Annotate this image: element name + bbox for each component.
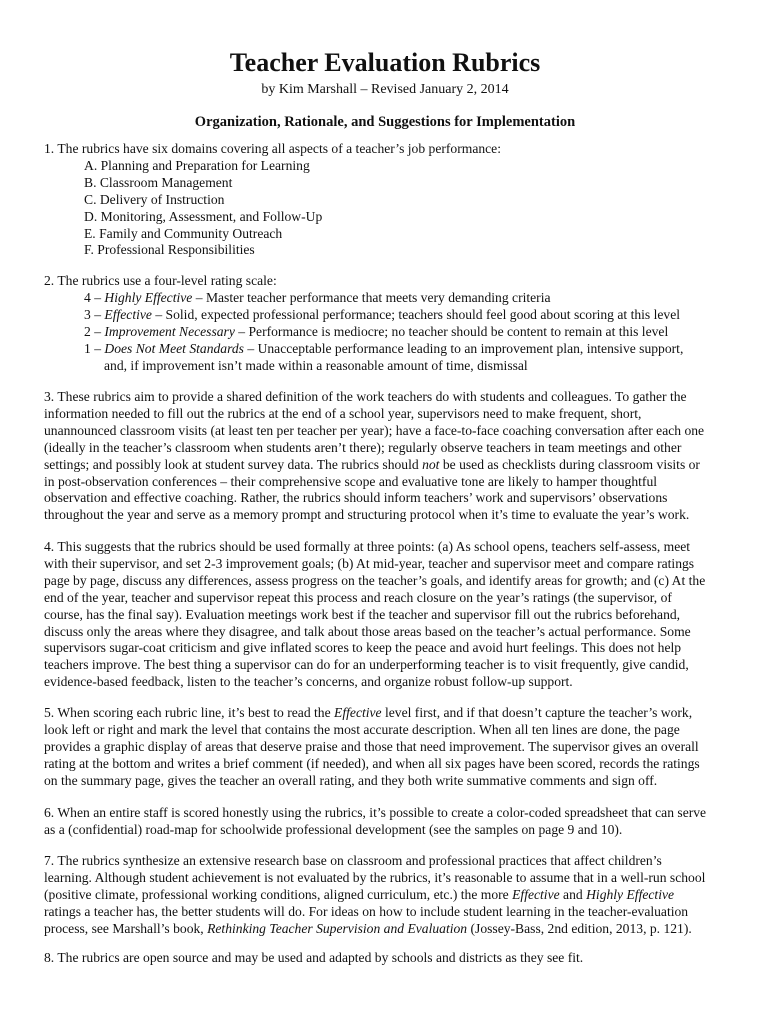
paragraph-line: settings; and possibly look at student survey data. The rubrics should not be used as checklists during classroom visits or	[44, 456, 700, 472]
paragraph-3	[44, 389, 724, 524]
paragraph-line: ratings a teacher has, the better students will do. For ideas on how to include student learning in the teacher-evaluation	[44, 903, 689, 919]
paragraph-line: 7. The rubrics synthesize an extensive research base on classroom and professional practices that affect children’s	[44, 853, 662, 868]
paragraph-line: with their supervisor, and set 2-3 improvement goals; (b) At mid-year, teacher and supervisor meet and compare ratings	[44, 555, 695, 571]
paragraph-1	[44, 141, 724, 259]
paragraph-line: rating at the bottom and writes a brief comment (if needed), and when all six pages have been scored, records the ratings	[44, 755, 700, 771]
paragraph-line: 8. The rubrics are open source and may be used and adapted by schools and districts as they see fit.	[44, 950, 584, 965]
paragraph-line: in post-observation conferences – their comprehensive scope and evaluative tone are likely to hamper thoughtful	[44, 473, 658, 489]
paragraph-line: discuss only the areas where they disagree, and talk about those areas based on the teacher’s actual performance. Some	[44, 623, 691, 639]
paragraph-8	[44, 950, 724, 967]
paragraph-line: process, see Marshall’s book, Rethinking Teacher Supervision and Evaluation (Jossey-Bass, 2nd edition, 2013, p. 121).	[44, 920, 692, 936]
domain-item: F. Professional Responsibilities	[84, 242, 255, 258]
paragraph-6	[44, 805, 724, 839]
section-heading: Organization, Rationale, and Suggestions for Implementation	[194, 114, 576, 130]
paragraph-line: information needed to fill out the rubrics at the end of a school year, supervisors need to make frequent, short,	[44, 405, 642, 421]
rating-level-continuation: and, if improvement isn’t made within a reasonable amount of time, dismissal	[104, 357, 528, 373]
paragraph-line: look left or right and mark the level that contains the most accurate description. When all ten lines are done, the page	[44, 721, 680, 737]
paragraph-5	[44, 705, 724, 790]
paragraph-line: end of the year, teacher and supervisor repeat this process and reach closure on the year’s ratings (the supervisor, of	[44, 589, 672, 605]
paragraph-line: teachers improve. The best thing a supervisor can do for an underperforming teacher is to visit frequently, give candid,	[44, 657, 689, 673]
paragraph-line: throughout the year and serve as a memory prompt and structuring protocol when it’s time to evaluate the year’s work.	[44, 507, 690, 523]
rating-level-item: 2 – Improvement Necessary – Performance is mediocre; no teacher should be content to remain at this level	[84, 323, 669, 339]
paragraph-line: 5. When scoring each rubric line, it’s best to read the Effective level first, and if that doesn’t capture the teacher’s work,	[44, 705, 693, 720]
paragraph-line: evidence-based feedback, listen to the teacher’s concerns, and organize robust follow-up support.	[44, 674, 573, 690]
rating-level-item: 4 – Highly Effective – Master teacher performance that meets very demanding criteria	[84, 289, 551, 305]
paragraph-line: as a (confidential) road-map for schoolwide professional development (see the samples on page 9 and 10).	[44, 821, 623, 837]
paragraph-7	[44, 853, 724, 938]
paragraph-2	[44, 273, 724, 374]
paragraph-line: (positive climate, professional working conditions, aligned curriculum, etc.) the more Effective and Highly Effective	[44, 886, 675, 902]
paragraph-line: (ideally in the teacher’s classroom when students aren’t there); regularly observe teachers in team meetings and other	[44, 439, 682, 455]
paragraph-line: observation and effective coaching. Rather, the rubrics should inform teachers’ work and supervisors’ observations	[44, 490, 668, 506]
paragraph-line: 3. These rubrics aim to provide a shared definition of the work teachers do with students and colleagues. To gather the	[44, 389, 687, 404]
document-title: Teacher Evaluation Rubrics	[229, 48, 541, 77]
domain-item: C. Delivery of Instruction	[84, 191, 225, 207]
paragraph-line: provides a graphic display of areas that deserve praise and those that need improvement. The supervisor gives an overall	[44, 738, 699, 754]
domain-item: E. Family and Community Outreach	[84, 225, 283, 241]
domain-item: D. Monitoring, Assessment, and Follow-Up	[84, 208, 323, 224]
byline: by Kim Marshall – Revised January 2, 2014	[261, 82, 509, 97]
paragraph-line: 2. The rubrics use a four-level rating scale:	[44, 273, 277, 288]
paragraph-line: 1. The rubrics have six domains covering all aspects of a teacher’s job performance:	[44, 141, 501, 156]
paragraph-4	[44, 539, 724, 691]
domain-item: B. Classroom Management	[84, 174, 233, 190]
paragraph-line: 4. This suggests that the rubrics should be used formally at three points: (a) As school opens, teachers self-assess, meet	[44, 539, 691, 554]
paragraph-line: supervisors sugar-coat criticism and give inflated scores to keep the peace and avoid hurt feelings. This does not help	[44, 640, 682, 656]
paragraph-line: unannounced classroom visits (at least ten per teacher per year); have a face-to-face coaching conversation after each one	[44, 422, 705, 438]
paragraph-line: 6. When an entire staff is scored honestly using the rubrics, it’s possible to create a color-coded spreadsheet that can serve	[44, 805, 707, 820]
paragraph-line: page by page, discuss any differences, assess progress on the teacher’s goals, and identify areas for growth; and (c) At the	[44, 572, 706, 588]
rating-level-item: 3 – Effective – Solid, expected professional performance; teachers should feel good about scoring at this level	[84, 306, 681, 322]
paragraph-line: course, has the final say). Evaluation meetings work best if the teacher and supervisor fill out the rubrics beforehand,	[44, 606, 681, 622]
domain-item: A. Planning and Preparation for Learning	[84, 157, 310, 173]
paragraph-line: learning. Although student achievement is not evaluated by the rubrics, it’s reasonable to assume that in a well-run school	[44, 869, 706, 885]
paragraph-line: on the summary page, gives the teacher an overall rating, and they both write summative comments and sign off.	[44, 772, 658, 788]
rating-level-item: 1 – Does Not Meet Standards – Unacceptable performance leading to an improvement plan, intensive support,	[84, 340, 684, 356]
